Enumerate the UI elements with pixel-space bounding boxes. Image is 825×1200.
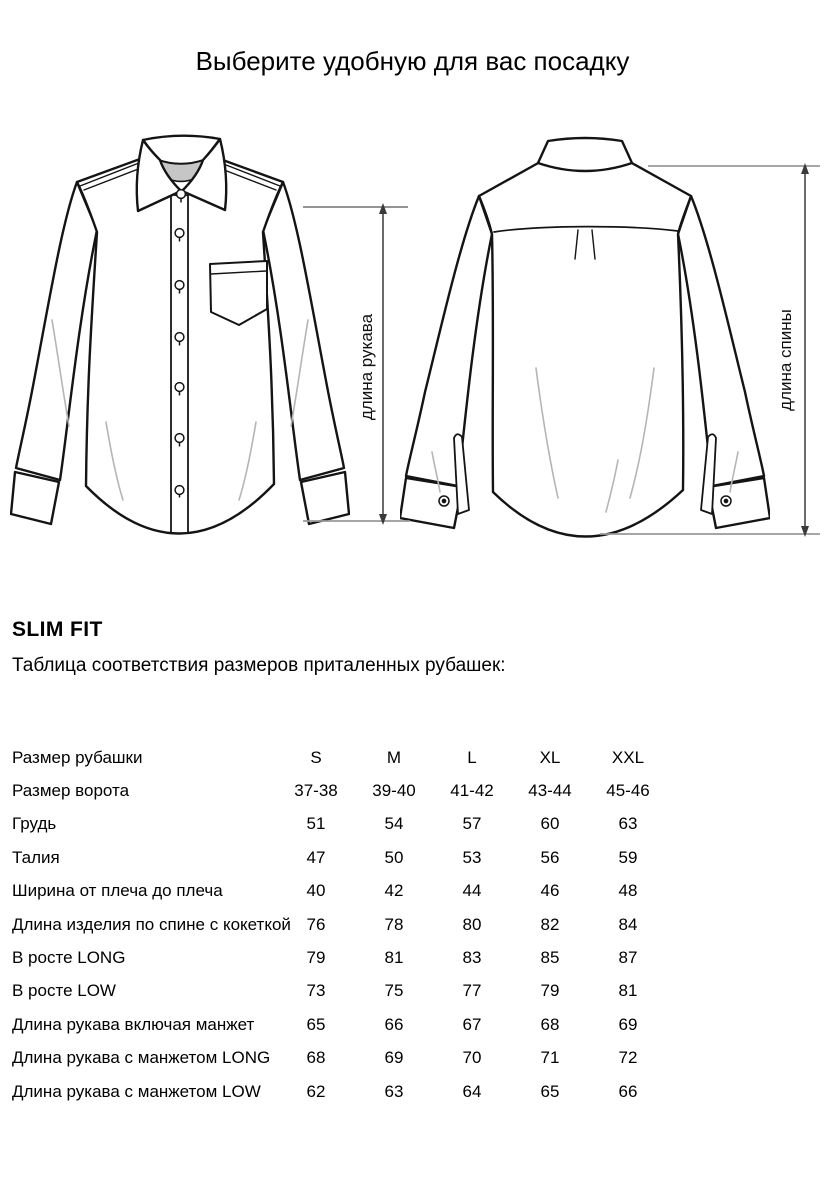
- table-row: [12, 875, 667, 908]
- row-label: Длина изделия по спине с кокеткой: [12, 914, 291, 934]
- table-row: [12, 1042, 667, 1075]
- back-length-label: длина спины: [776, 309, 795, 411]
- table-cell: XXL: [611, 747, 645, 767]
- table-cell: 56: [540, 847, 560, 867]
- table-cell: 40: [306, 881, 326, 901]
- row-label: Размер ворота: [12, 781, 130, 801]
- row-label: Размер рубашки: [12, 747, 143, 767]
- table-cell: 66: [384, 1014, 404, 1034]
- sleeve-length-label: длина рукава: [357, 313, 376, 421]
- table-cell: L: [467, 747, 477, 767]
- table-cell: 64: [462, 1081, 482, 1101]
- table-row: [12, 1075, 667, 1108]
- table-cell: 45-46: [606, 781, 650, 801]
- table-cell: 44: [462, 881, 482, 901]
- table-cell: 68: [306, 1048, 326, 1068]
- row-label: В росте LONG: [12, 948, 126, 968]
- table-row: [12, 774, 667, 807]
- table-cell: 71: [540, 1048, 560, 1068]
- table-cell: 82: [540, 914, 560, 934]
- table-caption: Таблица соответствия размеров приталенных рубашек:: [12, 655, 506, 676]
- table-cell: 79: [306, 948, 326, 968]
- row-label: Грудь: [12, 814, 57, 834]
- table-cell: 42: [384, 881, 404, 901]
- row-label: Длина рукава с манжетом LOW: [12, 1081, 261, 1101]
- page-title: Выберите удобную для вас посадку: [195, 46, 630, 76]
- table-cell: 57: [462, 814, 482, 834]
- table-cell: 87: [618, 948, 638, 968]
- table-cell: 41-42: [450, 781, 494, 801]
- table-cell: 63: [384, 1081, 404, 1101]
- table-cell: 50: [384, 847, 404, 867]
- table-cell: 79: [540, 981, 560, 1001]
- table-cell: 66: [618, 1081, 638, 1101]
- table-cell: 68: [540, 1014, 560, 1034]
- table-row: [12, 841, 667, 874]
- table-row: [12, 941, 667, 974]
- table-cell: 46: [540, 881, 560, 901]
- fit-heading: SLIM FIT: [12, 618, 103, 641]
- table-cell: 51: [306, 814, 326, 834]
- row-label: Ширина от плеча до плеча: [12, 881, 223, 901]
- table-cell: 53: [462, 847, 482, 867]
- table-cell: 69: [618, 1014, 638, 1034]
- table-cell: 80: [462, 914, 482, 934]
- table-row: [12, 741, 667, 774]
- table-cell: M: [386, 747, 402, 767]
- table-cell: 83: [462, 948, 482, 968]
- row-label: Длина рукава с манжетом LONG: [12, 1048, 271, 1068]
- row-label: Талия: [12, 847, 60, 867]
- table-cell: 62: [306, 1081, 326, 1101]
- table-cell: 81: [618, 981, 638, 1001]
- table-cell: 65: [540, 1081, 560, 1101]
- size-table: [12, 741, 667, 1108]
- table-cell: 65: [306, 1014, 326, 1034]
- table-cell: S: [310, 747, 322, 767]
- table-cell: 47: [306, 847, 326, 867]
- table-cell: 73: [306, 981, 326, 1001]
- table-cell: 37-38: [294, 781, 338, 801]
- table-cell: 43-44: [528, 781, 572, 801]
- table-row: [12, 808, 667, 841]
- table-cell: 70: [462, 1048, 482, 1068]
- dimension-arrows: [0, 130, 825, 570]
- table-cell: 72: [618, 1048, 638, 1068]
- table-cell: 84: [618, 914, 638, 934]
- table-cell: 54: [384, 814, 404, 834]
- table-cell: 67: [462, 1014, 482, 1034]
- table-cell: 48: [618, 881, 638, 901]
- table-cell: XL: [539, 747, 561, 767]
- table-cell: 81: [384, 948, 404, 968]
- table-cell: 60: [540, 814, 560, 834]
- table-cell: 85: [540, 948, 560, 968]
- table-row: [12, 975, 667, 1008]
- table-row: [12, 908, 667, 941]
- table-row: [12, 1008, 667, 1041]
- table-cell: 75: [384, 981, 404, 1001]
- table-cell: 77: [462, 981, 482, 1001]
- table-cell: 39-40: [372, 781, 416, 801]
- row-label: В росте LOW: [12, 981, 116, 1001]
- table-cell: 69: [384, 1048, 404, 1068]
- table-cell: 63: [618, 814, 638, 834]
- table-cell: 78: [384, 914, 404, 934]
- table-cell: 76: [306, 914, 326, 934]
- table-cell: 59: [618, 847, 638, 867]
- row-label: Длина рукава включая манжет: [12, 1014, 255, 1034]
